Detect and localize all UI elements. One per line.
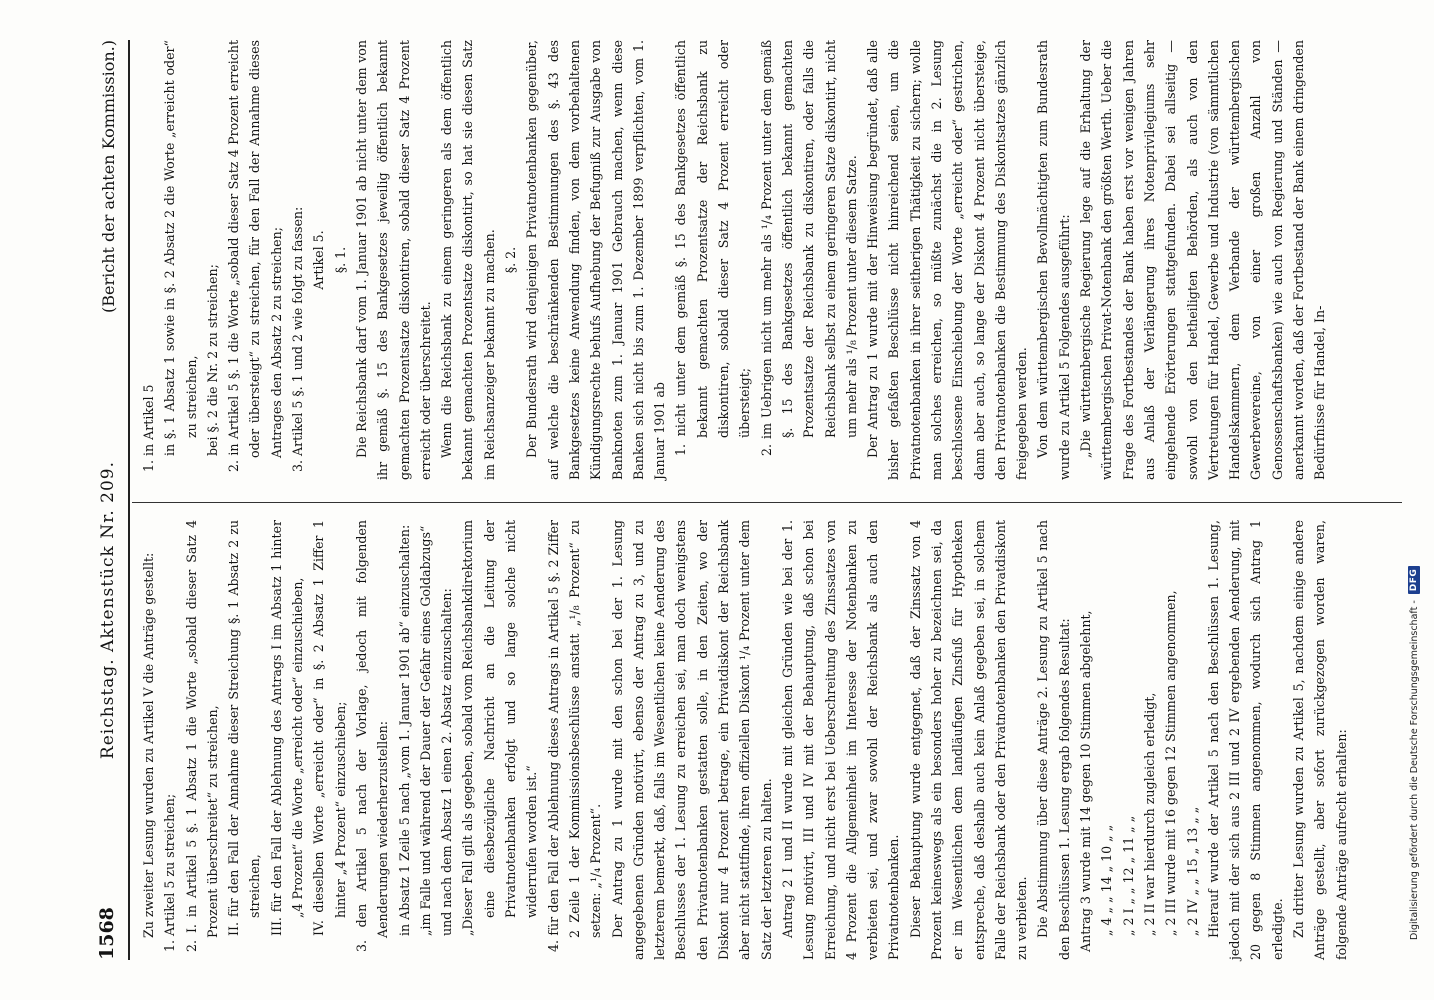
paragraph: §. 2. (503, 246, 519, 274)
paragraph: in §. 1 Absatz 1 sowie in §. 2 Absatz 2 die Worte „erreicht oder“ zu streichen, (162, 40, 199, 456)
paragraph: Dieser Behauptung wurde entgegnet, daß der Zinssatz von 4 Prozent keineswegs als ein besonders hoher zu bezeichnen sei, da er im Wesentlichen dem landläufigen Zinsfuß für Hypotheken entspreche, daß deshalb auch kein Anlaß gegeben sei, in solchem Falle der Reichsbank oder den Privatnotenbanken den Privatdiskont zu verbieten. (907, 520, 1030, 960)
paragraph: Hierauf wurde der Artikel 5 nach den Beschlüssen 1. Lesung, jedoch mit der sich aus 2 III und 2 IV ergebenden Aenderung, mit 20 gegen 8 Stimmen angenommen, wodurch sich Antrag 1 erledigte. (1205, 520, 1285, 960)
paragraph: 1. nicht unter dem gemäß §. 15 des Bankgesetzes öffentlich bekannt gemachten Prozentsatze der Reichsbank zu diskontiren, sobald dieser Satz 4 Prozent erreicht oder übersteigt; (673, 40, 753, 456)
paragraph: §. 1. (332, 246, 348, 274)
dfg-logo: DFG (1408, 566, 1420, 595)
paragraph: „im Falle und während der Dauer der Gefahr eines Goldabzugs“ (417, 525, 433, 936)
paragraph: 3. Artikel 5 §. 1 und 2 wie folgt zu fassen: (290, 206, 306, 472)
footer-text: Digitalisierung gefördert durch die Deutsche Forschungsgemeinschaft - (1408, 600, 1420, 940)
paragraph: Zu zweiter Lesung wurden zu Artikel V die Anträge gestellt: (141, 552, 156, 938)
header-rule (128, 40, 130, 960)
paragraph: Die Reichsbank darf vom 1. Januar 1901 ab nicht unter dem von ihr gemäß §. 15 des Bankgesetzes jeweilig öffentlich bekannt gemachten Prozentsatze diskontiren, sobald dieser Satz 4 Prozent erreicht oder überschreitet. (353, 40, 433, 480)
paragraph: Wenn die Reichsbank zu einem geringeren als dem öffentlich bekannt gemachten Prozentsatze diskontirt, so hat sie diesen Satz im Reichsanzeiger bekannt zu machen. (439, 40, 497, 480)
paragraph: „ 2 IV „ „ 15 „ 13 „ „ (1184, 806, 1200, 936)
paragraph: „Die württembergische Regierung lege auf die Erhaltung der württembergischen Privat-Notenbank den größten Werth. Ueber die Frage des Fortbestandes der Bank haben erst vor wenigen Jahren aus Anlaß der Verlängerung ihres Notenprivilegiums sehr eingehende Erörterungen stattgefunden. Dabei sei allseitig — sowohl von den betheiligten Behörden, als auch von den Vertretungen für Handel, Gewerbe und Industrie (von sämmtlichen Handelskammern, dem Verbande der württembergischen Gewerbevereine, von einer großen Anzahl von Genossenschaftsbanken) wie auch von Regierung und Ständen — anerkannt worden, daß der Fortbestand der Bank einem dringenden Bedürfnisse für Handel, In- (1078, 40, 1328, 480)
paragraph: Antrag 3 wurde mit 14 gegen 10 Stimmen abgelehnt, (1078, 610, 1094, 952)
page-number: 1568 (96, 907, 118, 960)
paragraph: II. für den Fall der Annahme dieser Streichung §. 1 Absatz 2 zu streichen, (226, 520, 263, 936)
paragraph: 3. den Artikel 5 nach der Vorlage, jedoch mit folgenden Aenderungen wiederherzustellen: (353, 520, 391, 952)
paragraph: „ 4 „ „ 14 „ 10 „ „ (1099, 824, 1115, 936)
footer (1408, 60, 1420, 940)
paragraph: bei §. 2 die Nr. 2 zu streichen; (204, 264, 220, 456)
paragraph: 4. für den Fall der Ablehnung dieses Antrags in Artikel 5 §. 2 Ziffer 2 Zeile 1 der Kommissionsbeschlüsse anstatt „¹/₈ Prozent“ zu setzen: „¹/₄ Prozent“. (545, 520, 604, 952)
paragraph: 2. in Artikel 5 §. 1 die Worte „sobald dieser Satz 4 Prozent erreicht oder übersteigt“ zu streichen, für den Fall der Annahme dieses Antrages den Absatz 2 zu streichen; (226, 40, 284, 472)
paragraph: „ 2 III wurde mit 16 gegen 12 Stimmen angenommen, (1163, 590, 1179, 936)
right-column (138, 40, 1331, 480)
paragraph: Antrag 2 I und II wurde mit gleichen Gründen wie bei der 1. Lesung motivirt, III und IV mit der Behauptung, daß schon bei Erreichung, und nicht erst bei Ueberschreitung des Zinssatzes von 4 Prozent die Allgemeinheit im Interesse der Notenbanken zu verbieten sei, und zwar sowohl der Reichsbank als auch den Privatnotenbanken. (779, 520, 902, 960)
column-divider (132, 502, 1402, 503)
page-header (74, 40, 118, 960)
paragraph: Die Abstimmung über diese Anträge 2. Lesung zu Artikel 5 nach den Beschlüssen 1. Lesung ergab folgendes Resultat: (1035, 520, 1072, 960)
paragraph: Der Bundesrath wird denjenigen Privatnotenbanken gegenüber, auf welche die beschränkenden Bestimmungen des §. 43 des Bankgesetzes keine Anwendung finden, von dem vorbehaltenen Kündigungsrechte behufs Aufhebung der Befugniß zur Ausgabe von Banknoten zum 1. Januar 1901 Gebrauch machen, wenn diese Banken sich nicht bis zum 1. Dezember 1899 verpflichten, vom 1. Januar 1901 ab (524, 40, 668, 480)
paragraph: 2. im Uebrigen nicht um mehr als ¹/₄ Prozent unter dem gemäß §. 15 des Bankgesetzes öffentlich bekannt gemachten Prozentsatze der Reichsbank zu diskontiren, oder falls die Reichsbank selbst zu einem geringeren Satze diskontirt, nicht um mehr als ¹/₈ Prozent unter diesem Satze. (758, 40, 859, 456)
paragraph: Von dem württembergischen Bevollmächtigten zum Bundesrath wurde zu Artikel 5 Folgendes ausgeführt: (1035, 40, 1072, 480)
header-subtitle: (Bericht der achten Kommission.) (99, 40, 118, 313)
paragraph: und nach dem Absatz 1 einen 2. Absatz einzuschalten: (439, 588, 455, 936)
paragraph: Der Antrag zu 1 wurde mit der Hinweisung begründet, daß alle bisher gefaßten Beschlüsse nicht hinreichend seien, um die Privatnotenbanken in ihrer seitherigen Thätigkeit zu sichern; wolle man solches erreichen, so müßte zunächst die in 2. Lesung beschlossene Einschiebung der Worte „erreicht oder“ gestrichen, dann aber auch, so lange der Diskont 4 Prozent nicht übersteige, den Privatnotenbanken die Bestimmung des Diskontsatzes gänzlich freigegeben werden. (865, 40, 1030, 480)
paragraph: IV. dieselben Worte „erreicht oder“ in §. 2 Absatz 1 Ziffer 1 hinter „4 Prozent“ einzuschieben; (311, 520, 348, 936)
paragraph: „ 2 I „ „ 12 „ 11 „ „ (1120, 815, 1136, 936)
paragraph: Der Antrag zu 1 wurde mit den schon bei der 1. Lesung angegebenen Gründen motivirt, ebenso der Antrag zu 3, und zu letzterem bemerkt, daß, falls im Wesentlichen keine Aenderung des Beschlusses der 1. Lesung zu erreichen sei, man doch wenigstens den Privatnotenbanken gestatten solle, in den Zeiten, wo der Diskont nur 4 Prozent betrage, ein Privatdiskont der Reichsbank aber nicht stattfinde, ihren offiziellen Diskont ¹/₄ Prozent unter dem Satz der letzteren zu halten. (609, 520, 774, 960)
paragraph: 1. in Artikel 5 (141, 384, 156, 472)
paragraph: 2. I. in Artikel 5 §. 1 Absatz 1 die Worte „sobald dieser Satz 4 Prozent überschreitet“ zu streichen, (183, 520, 220, 952)
paragraph: Artikel 5. (311, 230, 327, 290)
paragraph: III. für den Fall der Ablehnung des Antrags I im Absatz 1 hinter „4 Prozent“ die Worte „erreicht oder“ einzuschieben, (268, 520, 306, 936)
header-title: Reichstag. Aktenstück Nr. 209. (98, 461, 118, 760)
paragraph: in Absatz 1 Zeile 5 nach „vom 1. Januar 1901 ab“ einzuschalten: (396, 524, 412, 936)
paragraph: „Dieser Fall gilt als gegeben, sobald vom Reichsbankdirektorium eine diesbezügliche Nachricht an die Leitung der Privatnotenbanken erfolgt und so lange solche nicht widerrufen worden ist.“ (460, 520, 540, 936)
paragraph: Zu dritter Lesung wurden zu Artikel 5, nachdem einige andere Anträge gestellt, aber sofort zurückgezogen worden waren, folgende Anträge aufrecht erhalten: (1291, 520, 1349, 960)
left-column (138, 520, 1352, 960)
paragraph: 1. Artikel 5 zu streichen; (162, 793, 178, 952)
paragraph: „ 2 II war hierdurch zugleich erledigt, (1141, 692, 1157, 936)
